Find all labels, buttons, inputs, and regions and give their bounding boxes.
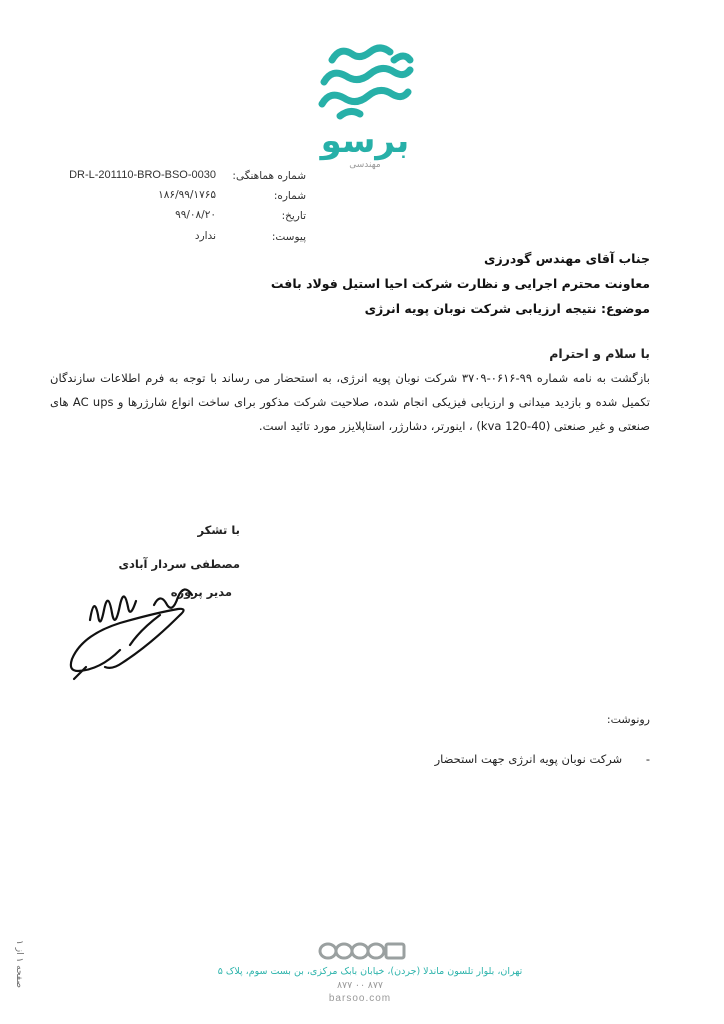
recipient-title: معاونت محترم اجرایی و نظارت شرکت احیا استیل فولاد بافت	[270, 276, 650, 291]
signer-name: مصطفی سردار آبادی	[118, 557, 240, 571]
letter-subject: موضوع: نتیجه ارزیابی شرکت نوبان پویه انرژی	[364, 301, 650, 316]
logo-wordmark: برسو	[320, 121, 410, 161]
meta-value: ۹۹/۰۸/۲۰	[175, 209, 216, 221]
page-number-text: صفحه ۱ از ۱	[14, 940, 24, 988]
footer-address: تهران، بلوار تلسون ماندلا (جردن)، خیابان بابک مرکزی، بن بست سوم، پلاک ۵	[217, 966, 523, 977]
meta-label: پیوست:	[271, 231, 306, 243]
meta-label: شماره هماهنگی:	[232, 170, 306, 182]
greeting: با سلام و احترام	[549, 346, 650, 361]
meta-label: تاریخ:	[281, 210, 306, 222]
barsoo-logo-mark-icon	[310, 38, 420, 123]
handwritten-signature	[60, 575, 210, 685]
footer-logo-icon	[318, 940, 408, 962]
meta-value: DR-L-201110-BRO-BSO-0030	[69, 169, 216, 181]
logo-subtitle: مهندسی	[349, 160, 381, 170]
footer-logo	[318, 940, 408, 962]
cc-bullet: -	[645, 752, 650, 766]
footer-phone: ۸۷۷ ۰۰ ۸۷۷	[336, 980, 384, 991]
cc-item-text: شرکت نوبان پویه انرژی جهت استحضار	[434, 752, 623, 766]
meta-value: ۱۸۶/۹۹/۱۷۶۵	[158, 189, 216, 201]
recipient-name: جناب آقای مهندس گودرزی	[484, 251, 650, 266]
signer-title: مدیر پروژه	[170, 585, 232, 599]
meta-label: شماره:	[273, 190, 306, 202]
cc-label: رونوشت:	[606, 713, 650, 726]
footer-website[interactable]: barsoo.com	[328, 993, 392, 1004]
body-paragraph: بازگشت به نامه شماره ۹۹-۰۶۱۶-۳۷۰۹ شرکت نوبان پویه انرژی، به استحضار می رساند با توجه به فرم اطلاعات سازندگان تکمیل شده و بازدید میدانی و ارزیابی فیزیکی انجام شده، صلاحیت شرکت مذکور برای ساخت انواع شارژرها و AC ups های صنعتی و غیر صنعتی (40-120 kva) ، اینورتر، دشارژر، استاپلایزر مورد تائید است.	[50, 371, 650, 433]
cc-item	[350, 752, 650, 766]
company-logo	[310, 38, 420, 168]
meta-value: ندارد	[194, 230, 216, 242]
closing: با تشکر	[197, 523, 240, 537]
signature-icon	[60, 575, 210, 685]
page-number	[2, 935, 36, 995]
